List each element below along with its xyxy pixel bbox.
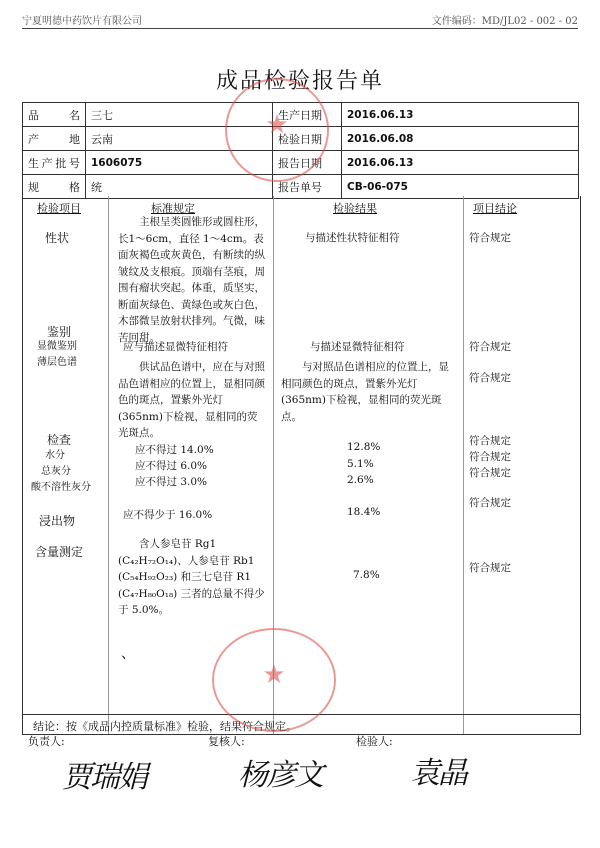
page-header <box>22 0 578 29</box>
label-spec: 规 格 <box>23 175 86 199</box>
item-extract: 浸出物 <box>39 514 76 528</box>
std-moisture: 应不得过 14.0% <box>135 444 214 456</box>
item-tlc: 薄层色谱 <box>37 357 77 368</box>
value-spec: 统 <box>86 175 273 199</box>
res-microscopic: 与描述显微特征相符 <box>310 341 405 353</box>
label-inspector: 检验人: <box>356 735 393 748</box>
item-total-ash: 总灰分 <box>41 466 71 477</box>
info-row <box>23 175 579 199</box>
label-report-number: 报告单号 <box>273 175 342 199</box>
std-microscopic: 应与描述显微特征相符 <box>123 341 228 353</box>
std-acid-ash: 应不得过 3.0% <box>135 476 208 488</box>
value-batch-number: 1606075 <box>86 151 273 175</box>
page-title: 成品检验报告单 <box>215 69 384 94</box>
con-microscopic: 符合规定 <box>469 341 511 353</box>
con-appearance: 符合规定 <box>469 232 511 244</box>
seal-star-icon: ★ <box>265 110 289 140</box>
column-divider <box>463 196 464 734</box>
col-header-conclusion: 项目结论 <box>473 202 517 215</box>
std-extract: 应不得少于 16.0% <box>123 509 213 521</box>
label-production-date: 生产日期 <box>273 103 342 127</box>
res-tlc: 与对照品色谱相应的位置上，显相同颜色的斑点，置紫外光灯(365nm)下检视，显相同的荧光斑点。 <box>281 361 449 423</box>
con-assay: 符合规定 <box>469 562 511 574</box>
res-moisture: 12.8% <box>347 441 381 453</box>
con-acid-ash: 符合规定 <box>469 497 511 509</box>
col-header-standard: 标准规定 <box>151 202 195 215</box>
value-origin: 云南 <box>86 127 273 151</box>
quality-dept-seal <box>225 78 329 182</box>
value-inspection-date: 2016.06.08 <box>342 127 579 151</box>
item-microscopic: 显微鉴别 <box>37 341 77 352</box>
col-header-result: 检验结果 <box>333 202 377 215</box>
signature-reviewer: 杨彦文 <box>238 758 322 793</box>
res-appearance: 与描述性状特征相符 <box>305 232 400 244</box>
value-product-name: 三七 <box>86 103 273 127</box>
label-batch-number: 生产批号 <box>23 151 86 175</box>
std-appearance: 主根呈类圆锥形或圆柱形，长1～6cm，直径 1～4cm。表面灰褐色或灰黄色，有断续的纵皱纹及支根痕。顶端有茎痕，周围有瘤状突起。体重，质坚实，断面灰绿色、黄绿色或灰白色，木部微呈放射状排列。气微，味苦回甜。 <box>118 216 265 344</box>
res-extract: 18.4% <box>347 506 381 518</box>
item-acid-ash: 酸不溶性灰分 <box>31 482 91 493</box>
label-inspection-date: 检验日期 <box>273 127 342 151</box>
company-name: 宁夏明德中药饮片有限公司 <box>22 16 142 27</box>
con-total-ash: 符合规定 <box>469 467 511 479</box>
con-tlc: 符合规定 <box>469 372 511 384</box>
item-identification: 鉴别 <box>47 325 72 339</box>
signature-inspector: 袁晶 <box>410 756 466 791</box>
signature-responsible: 贾瑞娟 <box>62 760 146 795</box>
item-assay: 含量测定 <box>35 545 84 559</box>
column-divider <box>108 196 109 734</box>
label-product-name: 品 名 <box>23 103 86 127</box>
value-production-date: 2016.06.13 <box>342 103 579 127</box>
conclusion-text: 结论：按《成品内控质量标准》检验，结果符合规定。 <box>23 714 580 737</box>
seal-star-icon: ★ <box>262 660 286 690</box>
inspection-seal <box>212 628 336 732</box>
label-responsible: 负责人: <box>28 735 65 748</box>
std-assay: 含人参皂苷 Rg1 (C₄₂H₇₂O₁₄)、人参皂苷 Rb1 (C₅₄H₉₂O₂₃) 和三七皂苷 R1 (C₄₇H₈₀O₁₈) 三者的总量不得少于 5.0%。 <box>118 538 265 616</box>
std-total-ash: 应不得过 6.0% <box>135 460 208 472</box>
res-acid-ash: 2.6% <box>347 474 374 486</box>
con-inspection: 符合规定 <box>469 435 511 447</box>
value-report-number: CB-06-075 <box>342 175 579 199</box>
stray-mark: 、 <box>121 646 135 662</box>
res-assay: 7.8% <box>353 569 380 581</box>
doc-number: 文件编码：MD/JL02 - 002 - 02 <box>431 16 578 27</box>
label-origin: 产 地 <box>23 127 86 151</box>
label-report-date: 报告日期 <box>273 151 342 175</box>
label-reviewer: 复核人: <box>208 735 245 748</box>
value-report-date: 2016.06.13 <box>342 151 579 175</box>
std-tlc: 供试品色谱中，应在与对照品色谱相应的位置上，显相同颜色的斑点，置紫外光灯(365nm)下检视，显相同的荧光斑点。 <box>118 361 265 439</box>
item-appearance: 性状 <box>45 231 70 245</box>
res-total-ash: 5.1% <box>347 458 374 470</box>
item-inspection: 检查 <box>47 433 72 447</box>
col-header-item: 检验项目 <box>37 202 81 215</box>
item-moisture: 水分 <box>45 450 65 461</box>
con-moisture: 符合规定 <box>469 451 511 463</box>
